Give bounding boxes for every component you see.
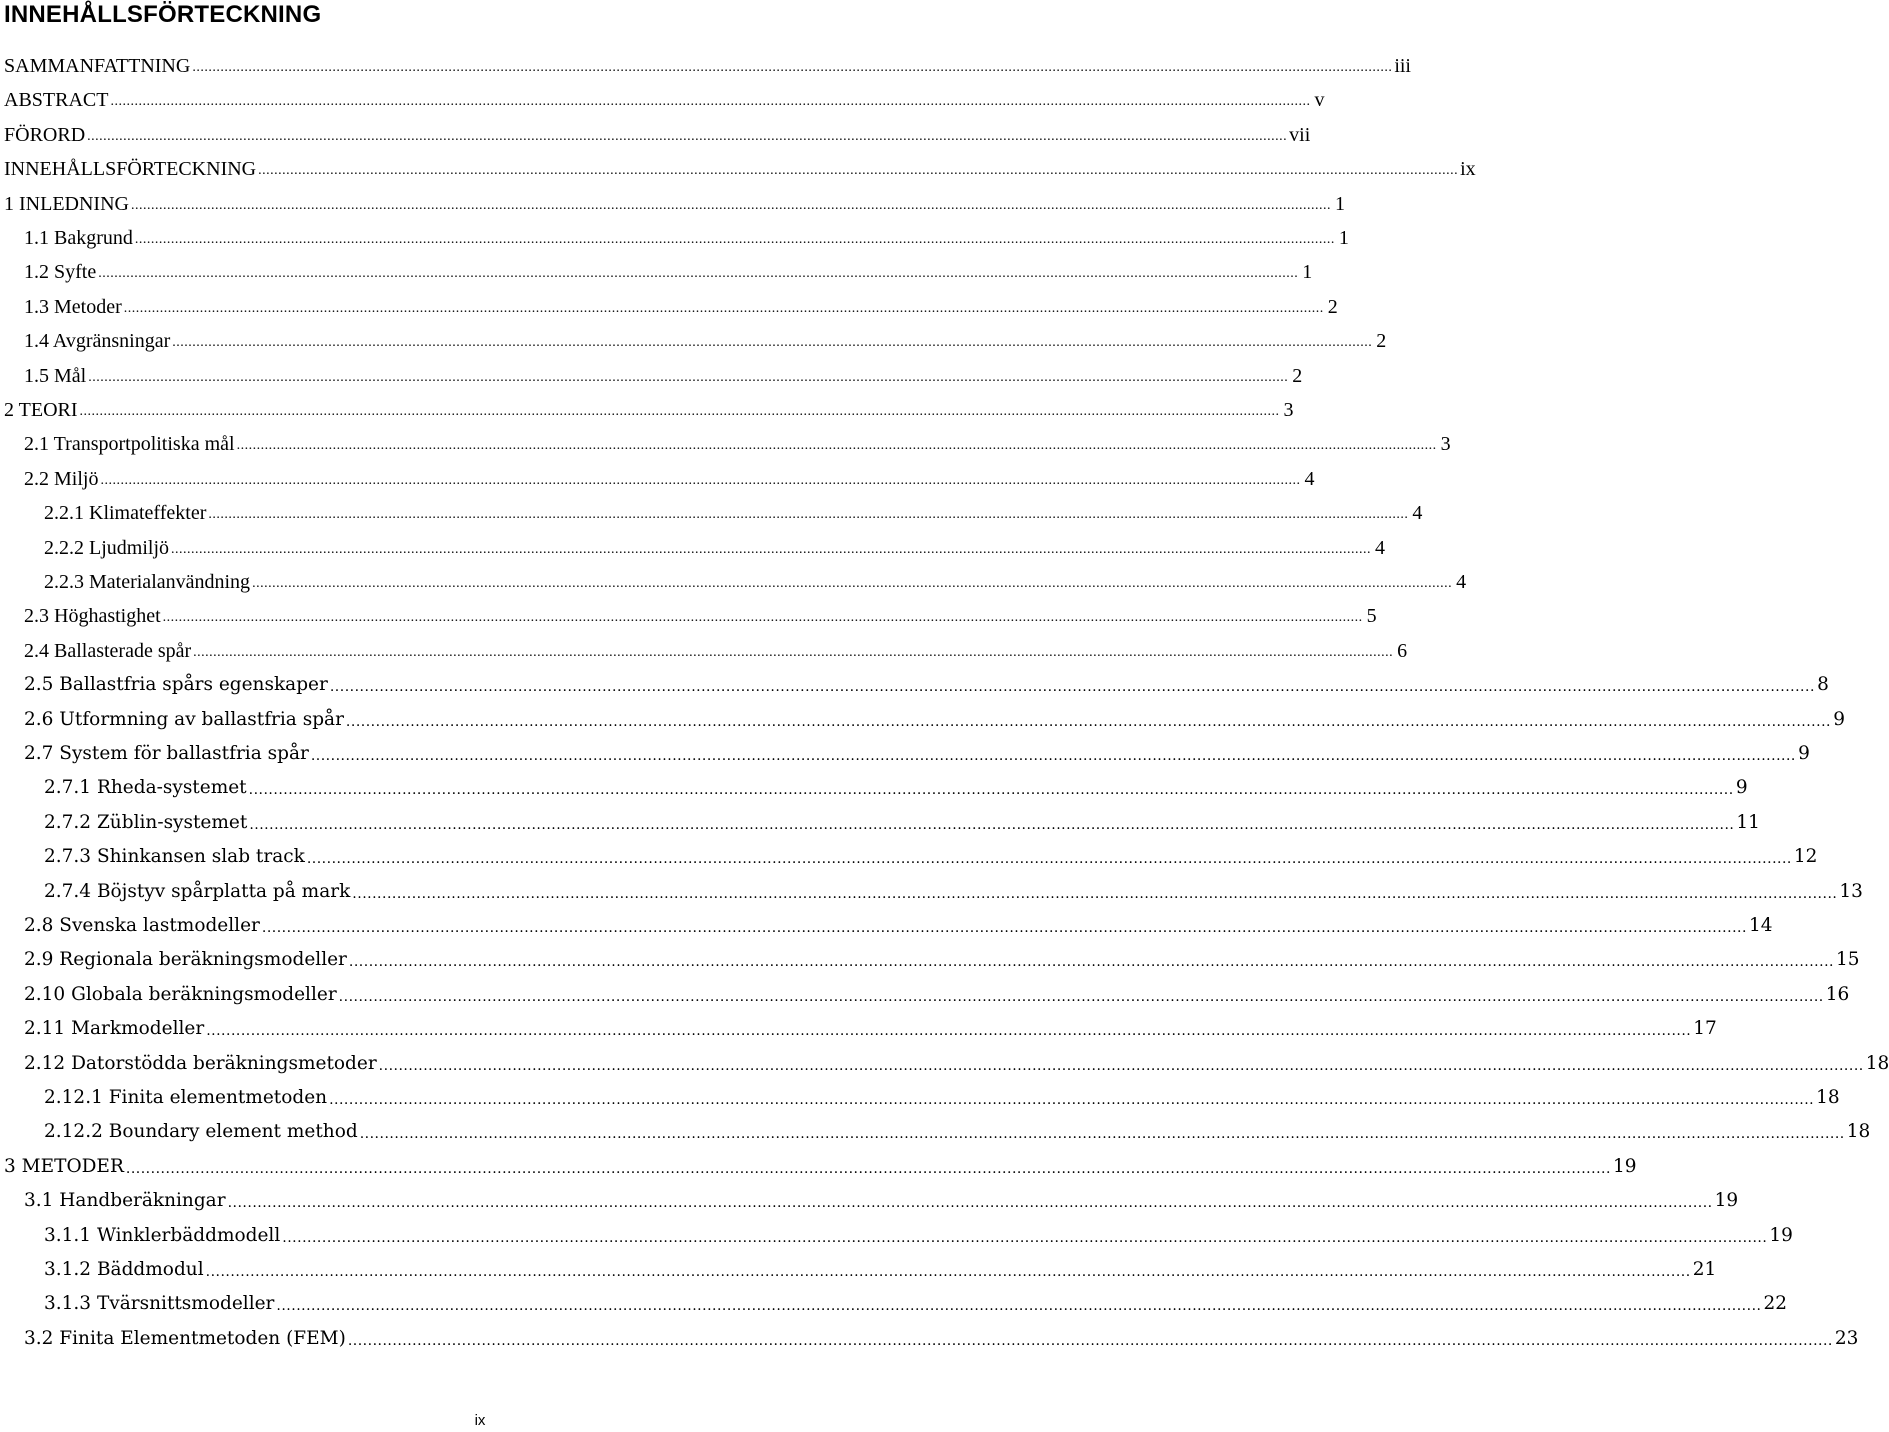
dot-leader: ............................................................................................................................................................................................................................................................................................................ <box>79 404 1280 419</box>
toc-entry-page: 9 <box>1798 743 1810 764</box>
toc-entry[interactable] <box>44 805 1760 835</box>
dot-leader: ............................................................................................................................................................................................................................................................................................................ <box>87 128 1288 144</box>
toc-entry-page: 17 <box>1693 1018 1717 1040</box>
toc-entry-page: 5 <box>1366 605 1377 628</box>
toc-entry[interactable] <box>24 908 1773 938</box>
dot-leader: ............................................................................................................................................................................................................................................................................................................ <box>276 1298 1762 1315</box>
toc-entry-title: 1.3 Metoder <box>24 295 122 318</box>
toc-entry-page: 18 <box>1846 1121 1871 1143</box>
toc-entry-page: 3 <box>1283 399 1294 421</box>
toc-entry[interactable] <box>24 461 1315 491</box>
toc-entry-page: 3 <box>1440 433 1451 456</box>
dot-leader: ............................................................................................................................................................................................................................................................................................................ <box>310 748 1796 764</box>
dot-leader: ............................................................................................................................................................................................................................................................................................................ <box>345 713 1831 730</box>
toc-entry-page: 2 <box>1376 330 1387 353</box>
toc-entry-page: 1 <box>1302 261 1313 284</box>
dot-leader: ............................................................................................................................................................................................................................................................................................................ <box>282 1229 1768 1246</box>
toc-entry-title: 2.11 Markmodeller <box>24 1018 205 1040</box>
toc-entry-title: 2 TEORI <box>4 399 78 421</box>
toc-entry-title: 2.7.3 Shinkansen slab track <box>44 846 305 868</box>
dot-leader: ............................................................................................................................................................................................................................................................................................................ <box>347 1332 1833 1349</box>
toc-entry-page: 16 <box>1825 983 1850 1005</box>
toc-entry[interactable] <box>44 530 1385 560</box>
toc-entry[interactable] <box>24 358 1303 388</box>
toc-entry[interactable] <box>44 1080 1840 1110</box>
toc-entry[interactable] <box>24 289 1338 319</box>
dot-leader: ............................................................................................................................................................................................................................................................................................................ <box>134 232 1335 247</box>
toc-entry[interactable] <box>24 633 1408 663</box>
dot-leader: ............................................................................................................................................................................................................................................................................................................ <box>192 60 1393 75</box>
toc-entry-page: 9 <box>1833 708 1845 730</box>
toc-entry-title: 3.1.1 Winklerbäddmodell <box>44 1224 281 1246</box>
toc-entry-page: 23 <box>1834 1327 1859 1349</box>
page-title: INNEHÅLLSFÖRTECKNING <box>4 1 322 28</box>
toc-entry[interactable] <box>44 1252 1717 1282</box>
dot-leader: ............................................................................................................................................................................................................................................................................................................ <box>171 541 1371 557</box>
toc-entry[interactable] <box>24 426 1451 456</box>
toc-entry-page: 18 <box>1865 1052 1889 1074</box>
toc-entry-page: 1 <box>1338 227 1349 249</box>
toc-entry[interactable] <box>24 1321 1859 1351</box>
toc-entry-title: 2.12.2 Boundary element method <box>44 1121 358 1143</box>
toc-entry-page: 21 <box>1692 1259 1717 1280</box>
toc-entry-page: vii <box>1289 123 1311 146</box>
toc-entry[interactable] <box>24 1011 1717 1041</box>
toc-entry-title: 2.8 Svenska lastmodeller <box>24 915 260 936</box>
toc-entry-page: 22 <box>1763 1293 1788 1315</box>
toc-entry-page: ix <box>1460 158 1476 181</box>
toc-entry-title: 1.5 Mål <box>24 364 87 387</box>
toc-entry[interactable] <box>44 1218 1793 1248</box>
toc-entry[interactable] <box>4 151 1476 181</box>
dot-leader: ............................................................................................................................................................................................................................................................................................................ <box>378 1057 1864 1074</box>
toc-entry-title: 1.4 Avgränsningar <box>24 330 171 353</box>
dot-leader: ............................................................................................................................................................................................................................................................................................................ <box>172 335 1373 351</box>
toc-entry[interactable] <box>24 667 1829 697</box>
toc-entry[interactable] <box>44 564 1467 594</box>
toc-entry-page: 6 <box>1397 639 1408 662</box>
page-number: ix <box>474 1412 486 1429</box>
toc-entry-title: 1.1 Bakgrund <box>24 227 133 249</box>
dot-leader: ............................................................................................................................................................................................................................................................................................................ <box>130 197 1331 213</box>
toc-entry-page: 2 <box>1292 364 1303 387</box>
toc-entry[interactable] <box>24 702 1845 732</box>
toc-entry-page: 13 <box>1839 880 1863 902</box>
toc-entry-title: 2.1 Transportpolitiska mål <box>24 433 235 456</box>
toc-entry-page: 4 <box>1456 571 1467 593</box>
toc-entry[interactable] <box>44 1114 1871 1144</box>
dot-leader: ............................................................................................................................................................................................................................................................................................................ <box>205 1264 1691 1280</box>
dot-leader: ............................................................................................................................................................................................................................................................................................................ <box>227 1195 1713 1212</box>
toc-entry[interactable] <box>24 254 1313 284</box>
dot-leader: ............................................................................................................................................................................................................................................................................................................ <box>193 644 1394 660</box>
toc-entry-title: 3 METODER <box>4 1155 124 1177</box>
dot-leader: ............................................................................................................................................................................................................................................................................................................ <box>125 1160 1611 1177</box>
toc-entry[interactable] <box>24 598 1377 628</box>
toc-entry-page: iii <box>1394 55 1411 77</box>
toc-entry-title: INNEHÅLLSFÖRTECKNING <box>4 158 257 181</box>
toc-entry-page: 15 <box>1835 949 1860 971</box>
dot-leader: ............................................................................................................................................................................................................................................................................................................ <box>258 163 1459 179</box>
toc-entry-title: 2.7.2 Züblin-systemet <box>44 811 248 833</box>
toc-entry-title: 3.1.3 Tvärsnittsmodeller <box>44 1293 275 1315</box>
toc-entry-title: 2.2.3 Materialanvändning <box>44 571 251 593</box>
toc-entry-title: 1.2 Syfte <box>24 261 97 284</box>
dot-leader: ............................................................................................................................................................................................................................................................................................................ <box>100 472 1301 488</box>
toc-entry-title: 2.3 Höghastighet <box>24 605 161 628</box>
toc-entry-page: 19 <box>1612 1155 1637 1177</box>
dot-leader: ............................................................................................................................................................................................................................................................................................................ <box>208 507 1409 523</box>
dot-leader: ............................................................................................................................................................................................................................................................................................................ <box>88 369 1289 385</box>
toc-entry[interactable] <box>24 942 1860 972</box>
toc-entry-title: 1 INLEDNING <box>4 192 129 215</box>
toc-entry[interactable] <box>24 977 1850 1007</box>
toc-entry[interactable] <box>44 839 1818 869</box>
toc-entry[interactable] <box>4 82 1325 112</box>
toc-entry-page: 19 <box>1769 1224 1793 1246</box>
toc-entry[interactable] <box>24 736 1810 766</box>
toc-entry-title: 2.2.1 Klimateffekter <box>44 502 207 525</box>
toc-entry[interactable] <box>24 1046 1889 1076</box>
toc-entry-page: 4 <box>1375 536 1385 559</box>
toc-entry-title: 3.2 Finita Elementmetoden (FEM) <box>24 1327 346 1349</box>
toc-entry-title: 3.1.2 Bäddmodul <box>44 1259 204 1280</box>
toc-entry[interactable] <box>4 1149 1637 1179</box>
toc-entry-page: 19 <box>1714 1190 1739 1212</box>
toc-entry-title: 2.5 Ballastfria spårs egenskaper <box>24 674 328 696</box>
dot-leader: ............................................................................................................................................................................................................................................................................................................ <box>162 610 1363 626</box>
toc-entry[interactable] <box>24 220 1349 250</box>
toc-entry[interactable] <box>44 495 1423 525</box>
dot-leader: ............................................................................................................................................................................................................................................................................................................ <box>306 851 1792 868</box>
dot-leader: ............................................................................................................................................................................................................................................................................................................ <box>352 885 1838 902</box>
dot-leader: ............................................................................................................................................................................................................................................................................................................ <box>249 816 1735 833</box>
toc-entry-title: SAMMANFATTNING <box>4 55 191 77</box>
toc-entry-title: 2.7.1 Rheda-systemet <box>44 777 247 799</box>
dot-leader: ............................................................................................................................................................................................................................................................................................................ <box>348 954 1834 971</box>
dot-leader: ............................................................................................................................................................................................................................................................................................................ <box>236 438 1437 454</box>
toc-entry-title: 2.10 Globala beräkningsmodeller <box>24 983 337 1005</box>
toc-entry[interactable] <box>4 186 1345 216</box>
toc-entry[interactable] <box>44 770 1748 800</box>
toc-entry-page: 4 <box>1304 467 1315 490</box>
toc-entry[interactable] <box>44 1286 1788 1316</box>
toc-entry-title: 2.7 System för ballastfria spår <box>24 743 309 764</box>
toc-entry-title: 2.12.1 Finita elementmetoden <box>44 1087 328 1108</box>
toc-entry-title: 2.12 Datorstödda beräkningsmetoder <box>24 1052 377 1074</box>
toc-entry[interactable] <box>24 1183 1739 1213</box>
dot-leader: ............................................................................................................................................................................................................................................................................................................ <box>110 94 1311 110</box>
toc-entry-title: ABSTRACT <box>4 89 109 112</box>
dot-leader: ............................................................................................................................................................................................................................................................................................................ <box>329 679 1815 696</box>
toc-entry-title: 2.7.4 Böjstyv spårplatta på mark <box>44 880 351 902</box>
dot-leader: ............................................................................................................................................................................................................................................................................................................ <box>261 920 1747 936</box>
toc-entry-title: 2.4 Ballasterade spår <box>24 639 192 662</box>
toc-entry[interactable] <box>24 323 1387 353</box>
toc-entry-page: 14 <box>1748 915 1773 936</box>
dot-leader: ............................................................................................................................................................................................................................................................................................................ <box>248 782 1734 799</box>
toc-entry-page: 18 <box>1816 1087 1840 1108</box>
toc-entry-title: 2.2 Miljö <box>24 467 99 490</box>
toc-entry-page: 1 <box>1334 192 1345 215</box>
toc-entry-page: 9 <box>1735 777 1748 799</box>
toc-entry-title: 3.1 Handberäkningar <box>24 1190 226 1212</box>
toc-entry-title: 2.6 Utformning av ballastfria spår <box>24 708 344 730</box>
dot-leader: ............................................................................................................................................................................................................................................................................................................ <box>206 1023 1692 1040</box>
dot-leader: ............................................................................................................................................................................................................................................................................................................ <box>329 1092 1815 1108</box>
toc-entry-page: 12 <box>1793 846 1818 868</box>
toc-entry-page: 2 <box>1327 295 1338 318</box>
dot-leader: ............................................................................................................................................................................................................................................................................................................ <box>98 266 1299 282</box>
toc-entry[interactable] <box>4 117 1311 147</box>
toc-entry[interactable] <box>4 48 1411 78</box>
toc-entry-page: 8 <box>1817 674 1829 696</box>
toc-entry-page: 4 <box>1412 502 1423 525</box>
toc-entry-page: 11 <box>1736 811 1760 833</box>
dot-leader: ............................................................................................................................................................................................................................................................................................................ <box>359 1126 1845 1143</box>
dot-leader: ............................................................................................................................................................................................................................................................................................................ <box>338 988 1824 1005</box>
toc-entry-title: FÖRORD <box>4 123 86 146</box>
dot-leader: ............................................................................................................................................................................................................................................................................................................ <box>252 576 1453 591</box>
dot-leader: ............................................................................................................................................................................................................................................................................................................ <box>123 300 1324 316</box>
toc-entry-page: v <box>1314 89 1325 112</box>
toc-entry[interactable] <box>44 874 1863 904</box>
toc-entry[interactable] <box>4 392 1294 422</box>
toc-entry-title: 2.9 Regionala beräkningsmodeller <box>24 949 347 971</box>
toc-entry-title: 2.2.2 Ljudmiljö <box>44 536 169 559</box>
